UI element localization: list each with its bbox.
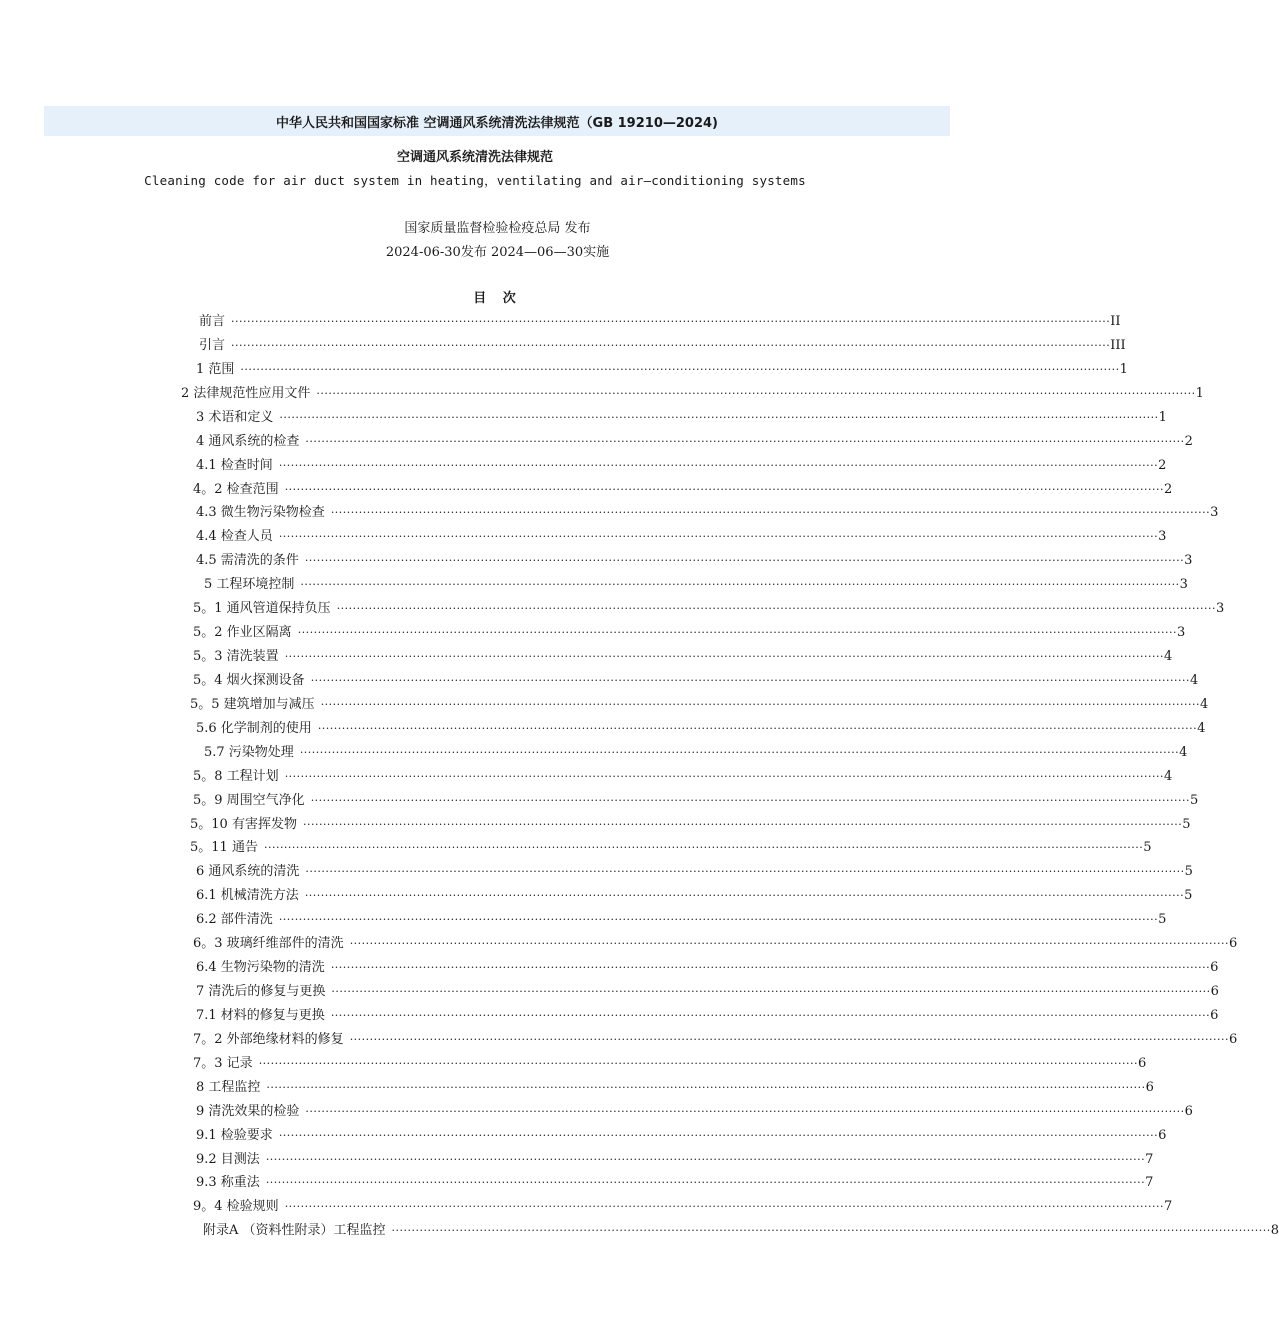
toc-entry-label: 附录A （资料性附录）工程监控	[203, 1223, 386, 1239]
toc-entry-label: 9.1 检验要求	[196, 1127, 273, 1143]
toc-entry-label: 5。10 有害挥发物	[190, 816, 297, 832]
toc-entry-label: 6.1 机械清洗方法	[196, 888, 299, 904]
toc-entry-page: 8	[1270, 1223, 1279, 1239]
toc-leader-dots: ····························································································································································································································	[297, 626, 1177, 640]
toc-entry-label: 5。11 通告	[190, 840, 258, 856]
toc-entry-label: 4.1 检查时间	[196, 457, 273, 473]
toc-heading: 目 次	[473, 291, 522, 306]
toc-leader-dots: ····························································································································································································································	[302, 817, 1183, 831]
toc-leader-dots: ····························································································································································································································	[278, 913, 1159, 927]
toc-entry-page: 5	[1182, 816, 1191, 832]
toc-entry[interactable]	[181, 382, 1204, 402]
toc-entry-label: 4.4 检查人员	[196, 529, 273, 545]
toc-entry-label: 6.4 生物污染物的清洗	[196, 960, 325, 976]
toc-entry-label: 5。5 建筑增加与减压	[190, 696, 315, 712]
toc-entry-page: 2	[1158, 457, 1167, 473]
toc-leader-dots: ····························································································································································································································	[278, 458, 1159, 472]
toc-entry-label: 2 法律规范性应用文件	[181, 385, 311, 401]
toc-entry-page: 6	[1228, 936, 1238, 952]
toc-entry-page: 4	[1189, 672, 1199, 688]
toc-entry-page: 6	[1228, 1031, 1238, 1047]
toc-entry[interactable]	[193, 1052, 1147, 1072]
toc-entry[interactable]	[196, 454, 1167, 474]
toc-entry-label: 5。3 清洗装置	[193, 649, 279, 665]
toc-entry-label: 5。1 通风管道保持负压	[193, 601, 331, 617]
toc-leader-dots: ····························································································································································································································	[265, 1176, 1146, 1190]
toc-entry-page: 3	[1215, 601, 1225, 617]
toc-entry[interactable]	[203, 1219, 1279, 1239]
toc-entry-label: 5。8 工程计划	[193, 768, 279, 784]
toc-leader-dots: ····························································································································································································································	[258, 1056, 1138, 1070]
toc-entry-label: 5.6 化学制剂的使用	[196, 720, 312, 736]
toc-leader-dots: ····························································································································································································································	[240, 362, 1120, 376]
toc-entry[interactable]	[196, 884, 1193, 904]
toc-leader-dots: ····························································································································································································································	[316, 386, 1196, 400]
toc-leader-dots: ····························································································································································································································	[304, 554, 1185, 568]
toc-leader-dots: ····························································································································································································································	[284, 482, 1164, 496]
toc-entry-page: 6	[1210, 984, 1219, 1000]
dates-line: 2024-06-30发布 2024—06—30实施	[385, 245, 610, 260]
toc-entry-label: 6.2 部件清洗	[196, 912, 273, 928]
toc-entry-page: 7	[1163, 1199, 1173, 1215]
toc-entry[interactable]	[193, 669, 1199, 689]
toc-entry-page: 4	[1179, 744, 1188, 760]
toc-entry[interactable]	[193, 932, 1238, 952]
toc-entry-page: 5	[1184, 888, 1193, 904]
toc-leader-dots: ····························································································································································································································	[336, 602, 1216, 616]
toc-entry-page: 2	[1184, 433, 1193, 449]
toc-entry[interactable]	[196, 908, 1167, 928]
toc-entry-label: 4.5 需清洗的条件	[196, 553, 299, 569]
toc-entry-label: 9 清洗效果的检验	[196, 1103, 300, 1119]
toc-entry[interactable]	[196, 501, 1219, 521]
toc-leader-dots: ····························································································································································································································	[231, 338, 1111, 352]
toc-entry-page: 1	[1195, 385, 1204, 401]
toc-entry-label: 6。3 玻璃纤维部件的清洗	[193, 936, 344, 952]
toc-entry[interactable]	[204, 741, 1188, 761]
toc-entry-label: 7.1 材料的修复与更换	[196, 1007, 325, 1023]
toc-entry[interactable]	[190, 813, 1191, 833]
toc-leader-dots: ····························································································································································································································	[284, 769, 1164, 783]
toc-entry-label: 9。4 检验规则	[193, 1199, 279, 1215]
toc-leader-dots: ····························································································································································································································	[305, 1104, 1185, 1118]
toc-entry-page: 5	[1158, 912, 1167, 928]
toc-leader-dots: ····························································································································································································································	[349, 1032, 1229, 1046]
toc-entry-page: 6	[1158, 1127, 1167, 1143]
toc-entry-label: 9.2 目测法	[196, 1151, 260, 1167]
toc-entry-label: 7。3 记录	[193, 1055, 253, 1071]
toc-entry[interactable]	[196, 1148, 1154, 1168]
toc-leader-dots: ····························································································································································································································	[284, 1200, 1164, 1214]
toc-leader-dots: ····························································································································································································································	[304, 889, 1185, 903]
toc-entry[interactable]	[199, 334, 1126, 354]
toc-leader-dots: ····························································································································································································································	[330, 961, 1211, 975]
toc-leader-dots: ····························································································································································································································	[305, 865, 1185, 879]
toc-entry[interactable]	[193, 478, 1173, 498]
toc-leader-dots: ····························································································································································································································	[278, 1128, 1159, 1142]
toc-entry-page: III	[1110, 337, 1126, 353]
toc-entry[interactable]	[196, 525, 1167, 545]
toc-entry[interactable]	[196, 717, 1206, 737]
toc-entry-label: 5 工程环境控制	[204, 577, 295, 593]
toc-entry-page: 6	[1184, 1103, 1193, 1119]
toc-entry-page: 7	[1145, 1175, 1154, 1191]
toc-entry-label: 6 通风系统的清洗	[196, 864, 300, 880]
toc-entry[interactable]	[196, 1124, 1167, 1144]
toc-entry[interactable]	[196, 430, 1193, 450]
toc-entry-page: 6	[1210, 960, 1219, 976]
toc-leader-dots: ····························································································································································································································	[263, 841, 1144, 855]
toc-leader-dots: ····························································································································································································································	[331, 985, 1211, 999]
toc-entry-label: 前言	[199, 314, 226, 329]
toc-entry-page: 7	[1145, 1151, 1154, 1167]
toc-entry-page: 6	[1145, 1079, 1154, 1095]
toc-entry-page: 3	[1176, 625, 1186, 641]
toc-entry[interactable]	[204, 573, 1188, 593]
toc-leader-dots: ····························································································································································································································	[310, 673, 1190, 687]
banner-text: 中华人民共和国国家标准 空调通风系统清洗法律规范（GB 19210—2024)	[276, 115, 718, 131]
document-banner	[44, 106, 950, 136]
toc-leader-dots: ····························································································································································································································	[266, 1080, 1146, 1094]
toc-entry[interactable]	[193, 621, 1186, 641]
toc-leader-dots: ····························································································································································································································	[279, 410, 1159, 424]
toc-leader-dots: ····························································································································································································································	[330, 506, 1211, 520]
toc-entry-page: 3	[1184, 553, 1193, 569]
toc-entry-label: 7 清洗后的修复与更换	[196, 984, 326, 1000]
toc-leader-dots: ····························································································································································································································	[299, 745, 1180, 759]
toc-entry-page: 5	[1184, 864, 1193, 880]
toc-entry-label: 5.7 污染物处理	[204, 744, 294, 760]
toc-entry-page: 3	[1158, 529, 1167, 545]
toc-entry-label: 5。9 周围空气净化	[193, 792, 305, 808]
toc-entry-label: 7。2 外部绝缘材料的修复	[193, 1031, 344, 1047]
toc-leader-dots: ····························································································································································································································	[317, 721, 1198, 735]
toc-entry-label: 4 通风系统的检查	[196, 433, 300, 449]
toc-entry-page: 1	[1158, 409, 1167, 425]
toc-entry[interactable]	[193, 645, 1173, 665]
toc-entry[interactable]	[196, 1004, 1219, 1024]
toc-entry-page: 4	[1199, 696, 1209, 712]
toc-entry-label: 1 范围	[196, 361, 235, 377]
toc-leader-dots: ····························································································································································································································	[349, 937, 1229, 951]
toc-leader-dots: ····························································································································································································································	[320, 697, 1200, 711]
toc-entry-page: 3	[1210, 505, 1219, 521]
toc-entry-label: 9.3 称重法	[196, 1175, 260, 1191]
toc-entry[interactable]	[196, 956, 1219, 976]
toc-entry-page: 5	[1189, 792, 1199, 808]
toc-entry-label: 8 工程监控	[196, 1079, 261, 1095]
toc-entry-page: 6	[1210, 1007, 1219, 1023]
toc-entry[interactable]	[196, 1100, 1193, 1120]
publisher-line: 国家质量监督检验检疫总局 发布	[404, 221, 591, 236]
toc-leader-dots: ····························································································································································································································	[265, 1152, 1146, 1166]
toc-leader-dots: ····························································································································································································································	[391, 1224, 1271, 1238]
toc-entry[interactable]	[196, 980, 1219, 1000]
toc-entry-label: 4.3 微生物污染物检查	[196, 505, 325, 521]
toc-leader-dots: ····························································································································································································································	[231, 315, 1111, 328]
toc-entry-label: 5。4 烟火探测设备	[193, 672, 305, 688]
toc-entry-page: 4	[1197, 720, 1206, 736]
toc-leader-dots: ····························································································································································································································	[330, 1008, 1211, 1022]
toc-entry[interactable]	[196, 860, 1193, 880]
toc-leader-dots: ····························································································································································································································	[310, 793, 1190, 807]
toc-entry[interactable]	[196, 549, 1193, 569]
toc-leader-dots: ····························································································································································································································	[284, 650, 1164, 664]
toc-entry[interactable]	[199, 310, 1121, 330]
toc-leader-dots: ····························································································································································································································	[300, 578, 1180, 592]
toc-entry-page: 5	[1143, 840, 1152, 856]
toc-entry-label: 4。2 检查范围	[193, 481, 279, 497]
toc-entry-label: 5。2 作业区隔离	[193, 625, 292, 641]
toc-entry-page: 2	[1163, 481, 1173, 497]
toc-entry[interactable]	[193, 1195, 1173, 1215]
toc-entry[interactable]	[190, 693, 1209, 713]
toc-entry[interactable]	[196, 1171, 1154, 1191]
toc-entry[interactable]	[196, 358, 1128, 378]
toc-entry[interactable]	[196, 1076, 1154, 1096]
toc-entry-label: 引言	[199, 337, 226, 353]
toc-entry-label: 3 术语和定义	[196, 409, 274, 425]
toc-entry-page: 4	[1163, 768, 1173, 784]
toc-entry-page: 6	[1137, 1055, 1147, 1071]
toc-entry-page: II	[1110, 314, 1121, 329]
document-title-en: Cleaning code for air duct system in heating，ventilating and air—conditioning systems	[144, 173, 806, 188]
toc-entry[interactable]	[193, 765, 1173, 785]
document-title-cn: 空调通风系统清洗法律规范	[396, 150, 553, 165]
toc-leader-dots: ····························································································································································································································	[305, 434, 1185, 448]
toc-entry-page: 3	[1179, 577, 1188, 593]
toc-entry[interactable]	[193, 789, 1199, 809]
toc-entry[interactable]	[193, 597, 1225, 617]
toc-leader-dots: ····························································································································································································································	[278, 530, 1159, 544]
toc-entry-page: 1	[1119, 361, 1128, 377]
toc-entry[interactable]	[193, 1028, 1238, 1048]
toc-entry[interactable]	[196, 406, 1167, 426]
toc-entry[interactable]	[190, 836, 1152, 856]
toc-entry-page: 4	[1163, 649, 1173, 665]
